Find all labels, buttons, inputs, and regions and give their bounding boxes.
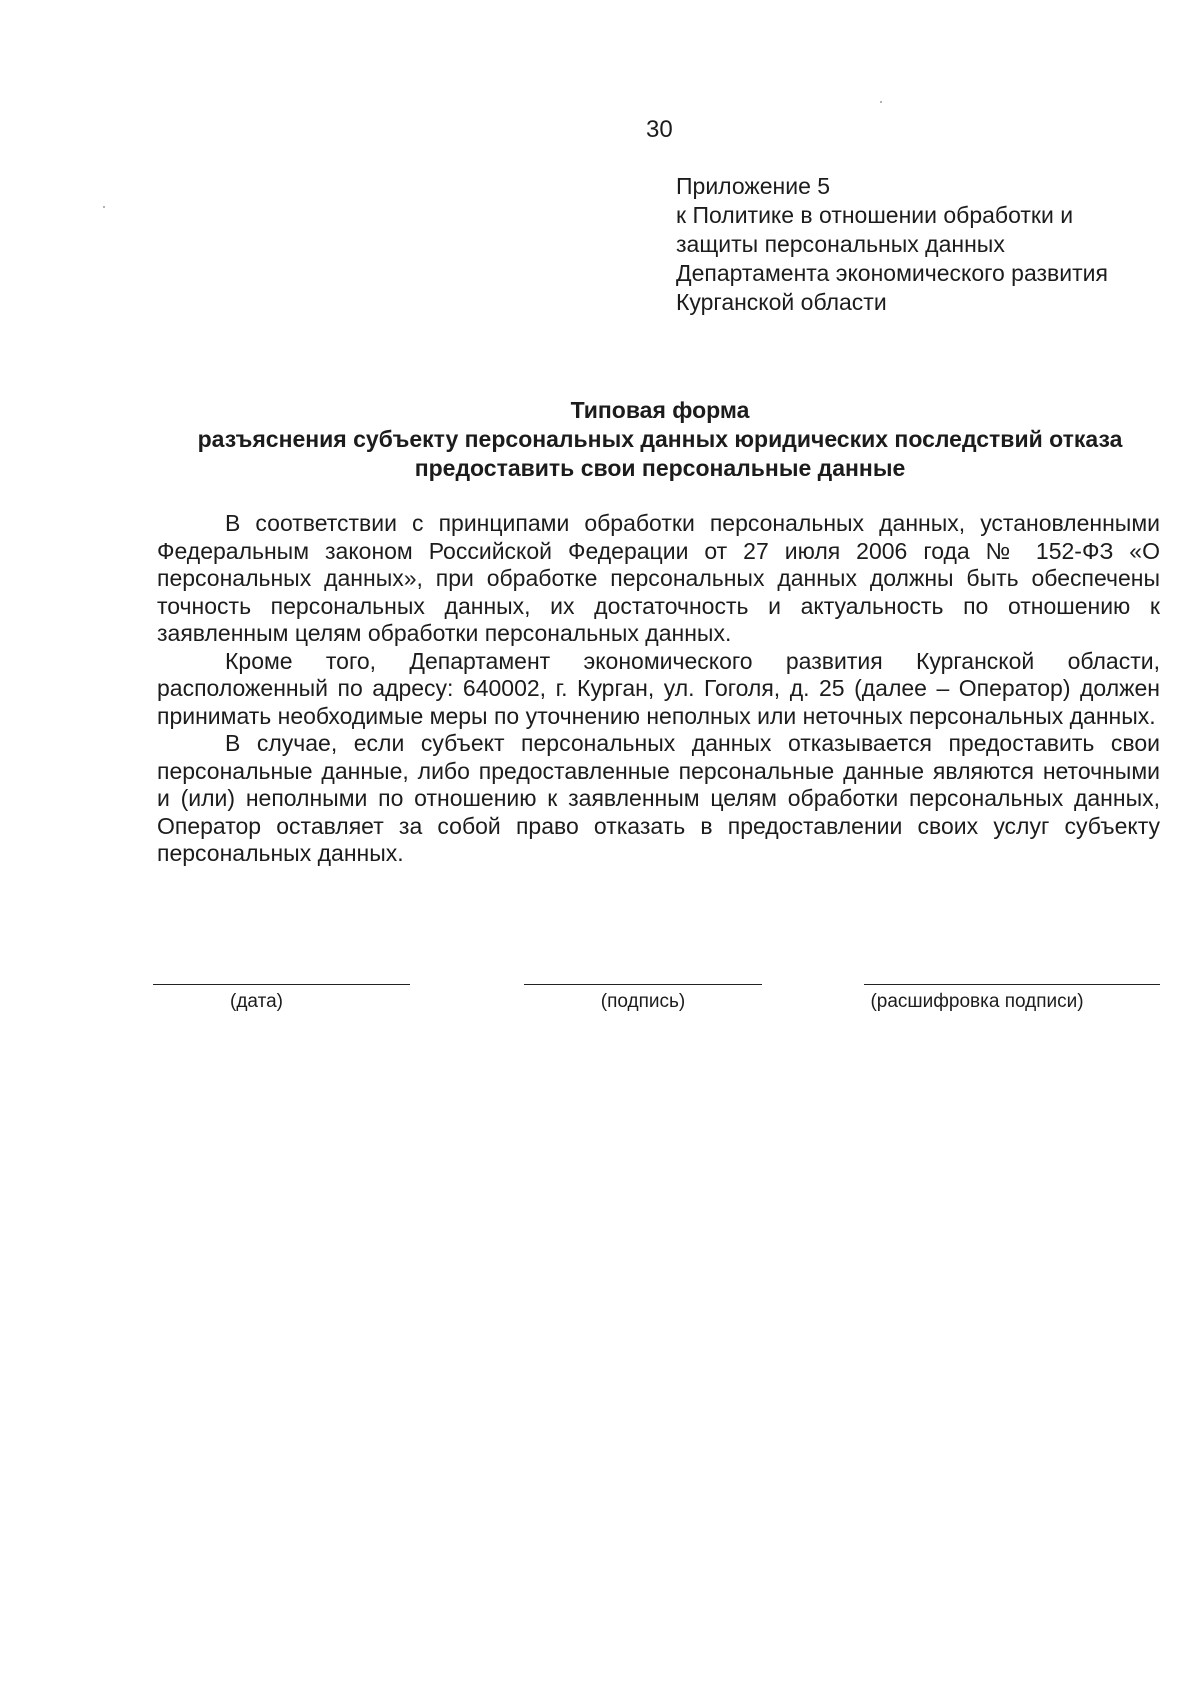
signature-line bbox=[524, 984, 762, 985]
name-decoding-caption: (расшифровка подписи) bbox=[870, 991, 1084, 1012]
title-line: Типовая форма bbox=[570, 397, 750, 423]
page-number: 30 bbox=[646, 116, 673, 143]
date-caption: (дата) bbox=[230, 991, 283, 1012]
body-paragraph: В случае, если субъект персональных данных отказывается предоставить свои персональные данные, либо предоставленные персональные данные являются неточными и (или) неполными по отношению к заявленным целям обработки персональных данных, Оператор оставляет за собой право отказать в предоставлении своих услуг субъекту персональных данных. bbox=[157, 730, 1160, 866]
signature-field bbox=[524, 984, 762, 1013]
title-line: разъяснения субъекту персональных данных юридических последствий отказа bbox=[197, 426, 1123, 452]
title-line: предоставить свои персональные данные bbox=[414, 455, 906, 481]
appendix-line: к Политике в отношении обработки и bbox=[676, 202, 1074, 228]
appendix-line: Департамента экономического развития bbox=[676, 260, 1108, 286]
date-signature-field bbox=[153, 984, 410, 1013]
signature-section bbox=[0, 984, 1200, 1044]
name-decoding-field bbox=[864, 984, 1160, 1013]
appendix-line: защиты персональных данных bbox=[676, 231, 1005, 257]
body-paragraph: В соответствии с принципами обработки персональных данных, установленными Федеральным законом Российской Федерации от 27 июля 2006 года № 152-ФЗ «О персональных данных», при обработке персональных данных должны быть обеспечены точность персональных данных, их достаточность и актуальность по отношению к заявленным целям обработки персональных данных. bbox=[157, 510, 1160, 646]
appendix-line: Курганской области bbox=[676, 289, 887, 315]
scan-speck bbox=[880, 101, 882, 103]
appendix-line: Приложение 5 bbox=[676, 173, 831, 199]
date-line bbox=[153, 984, 410, 985]
body-paragraph: Кроме того, Департамент экономического развития Курганской области, расположенный по адресу: 640002, г. Курган, ул. Гоголя, д. 25 (далее – Оператор) должен принимать необходимые меры по уточнению неполных или неточных персональных данных. bbox=[157, 647, 1160, 729]
signature-caption: (подпись) bbox=[600, 991, 686, 1012]
document-title bbox=[150, 396, 1170, 483]
scan-speck bbox=[103, 206, 105, 208]
document-body bbox=[157, 510, 1160, 868]
appendix-note bbox=[676, 172, 1156, 317]
name-decoding-line bbox=[864, 984, 1160, 985]
